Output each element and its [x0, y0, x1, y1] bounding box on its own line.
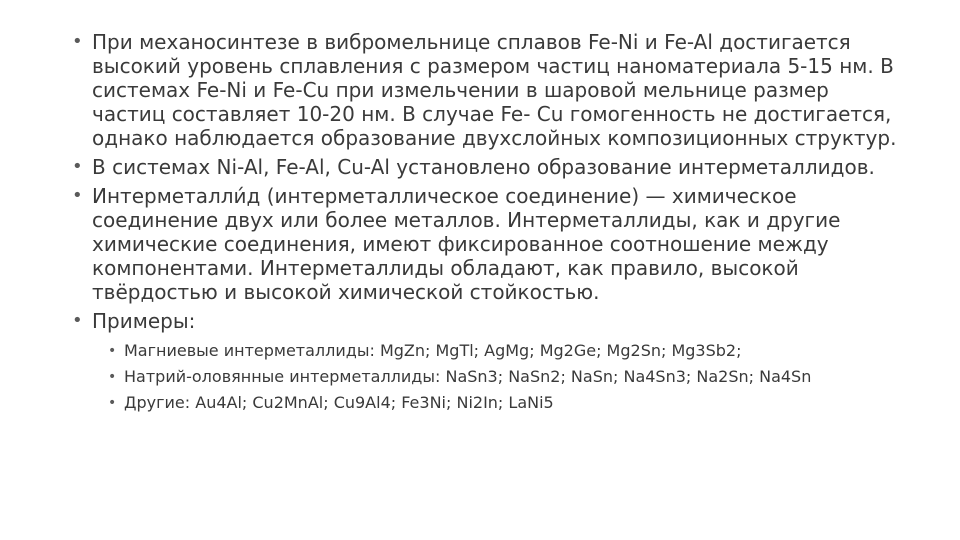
sub-bullet-text: Натрий-оловянные интерметаллиды: NaSn3; NaSn2; NaSn; Na4Sn3; Na2Sn; Na4Sn: [124, 367, 812, 386]
examples-sublist: [72, 341, 902, 413]
sub-item-sodium-tin: [108, 367, 902, 387]
sub-bullet-text: Другие: Au4Al; Cu2MnAl; Cu9Al4; Fe3Ni; Ni2In; LaNi5: [124, 393, 554, 412]
sub-item-magnesium: [108, 341, 902, 361]
sub-bullet-text: Магниевые интерметаллиды: MgZn; MgTl; AgMg; Mg2Ge; Mg2Sn; Mg3Sb2;: [124, 341, 742, 360]
sub-bullet-marker: •: [108, 343, 117, 359]
bullet-marker: •: [72, 156, 83, 177]
bullet-text: При механосинтезе в вибромельнице сплавов Fe-Ni и Fe-Al достигается высокий уровень сплавления с размером частиц наноматериала 5-15 нм. В системах Fe-Ni и Fe-Cu при измельчении в шаровой мельнице размер частиц составляет 10-20 нм. В случае Fe- Cu гомогенность не достигается, однако наблюдается образование двухслойных композиционных структур.: [92, 30, 897, 150]
bullet-text: Примеры:: [92, 309, 196, 333]
bullet-item-intermetallide-definition: [72, 184, 902, 304]
bullet-item-mechanosynthesis: [72, 30, 902, 150]
bullet-marker: •: [72, 185, 83, 206]
sub-bullet-marker: •: [108, 369, 117, 385]
sub-item-other: [108, 393, 902, 413]
bullet-list: [72, 30, 902, 419]
sub-bullet-marker: •: [108, 395, 117, 411]
bullet-text: Интерметалли́д (интерметаллическое соединение) — химическое соединение двух или более металлов. Интерметаллиды, как и другие химические соединения, имеют фиксированное соотношение между компонентами. Интерметаллиды обладают, как правило, высокой твёрдостью и высокой химической стойкостью.: [92, 184, 841, 304]
bullet-item-examples: [72, 309, 902, 333]
bullet-item-intermetallic-systems: [72, 155, 902, 179]
bullet-marker: •: [72, 310, 83, 331]
bullet-marker: •: [72, 31, 83, 52]
bullet-text: В системах Ni-Al, Fe-Al, Cu-Al установлено образование интерметаллидов.: [92, 155, 875, 179]
